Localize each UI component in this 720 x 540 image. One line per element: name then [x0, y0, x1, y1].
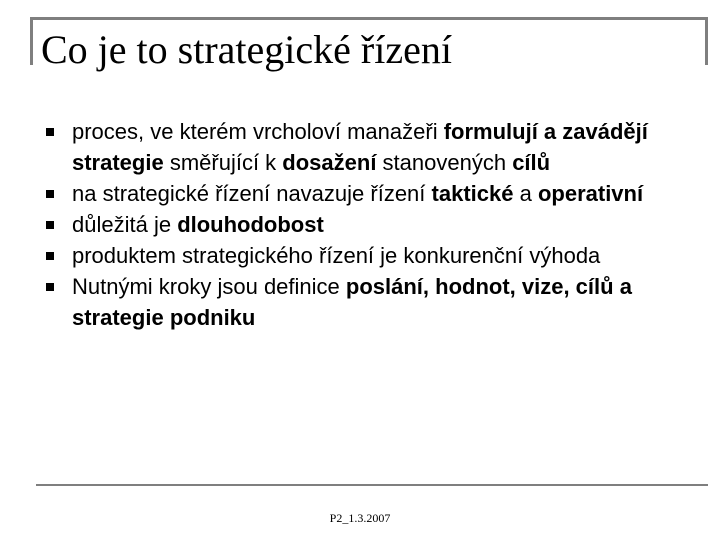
bullet-text-run: směřující k [163, 150, 283, 175]
bullet-item [46, 178, 686, 209]
slide-footer: P2_1.3.2007 [329, 511, 391, 525]
bullet-text [72, 116, 686, 178]
title-frame-left [30, 17, 33, 65]
bullet-text-run: proces, ve kterém vrcholoví manažeři [72, 119, 444, 144]
bullet-text [72, 209, 686, 240]
bullet-item [46, 209, 686, 240]
title-frame-top [30, 17, 708, 20]
bullet-text-run: a [513, 181, 538, 206]
square-bullet-icon [46, 221, 54, 229]
square-bullet-icon [46, 190, 54, 198]
bullet-text-bold: dlouhodobost [177, 212, 324, 237]
bullet-text-run: Nutnými kroky jsou definice [72, 274, 346, 299]
bullet-item [46, 240, 686, 271]
title-frame-right [705, 17, 708, 65]
bullet-text-run: stanovených [376, 150, 513, 175]
bullet-text-run: produktem strategického řízení je konkurenční výhoda [72, 243, 601, 268]
bullet-text-bold: poslání, hodnot, vize, cílů a strategie podniku [72, 274, 632, 330]
square-bullet-icon [46, 283, 54, 291]
bullet-text [72, 271, 686, 333]
bullet-text-bold: taktické [431, 181, 514, 206]
footer-divider [36, 484, 708, 486]
bullet-text-bold: operativní [537, 181, 644, 206]
bullet-text-bold: formulují a zavádějí strategie [72, 119, 648, 175]
bullet-text-run: důležitá je [72, 212, 178, 237]
slide-title: Co je to strategické řízení [41, 27, 452, 72]
bullet-text [72, 240, 686, 271]
square-bullet-icon [46, 128, 54, 136]
bullet-item [46, 116, 686, 178]
bullet-item [46, 271, 686, 333]
bullet-text [72, 178, 686, 209]
bullet-text-bold: cílů [512, 150, 551, 175]
bullet-text-bold: dosažení [282, 150, 377, 175]
bullet-list [46, 116, 686, 333]
bullet-text-run: na strategické řízení navazuje řízení [72, 181, 432, 206]
square-bullet-icon [46, 252, 54, 260]
